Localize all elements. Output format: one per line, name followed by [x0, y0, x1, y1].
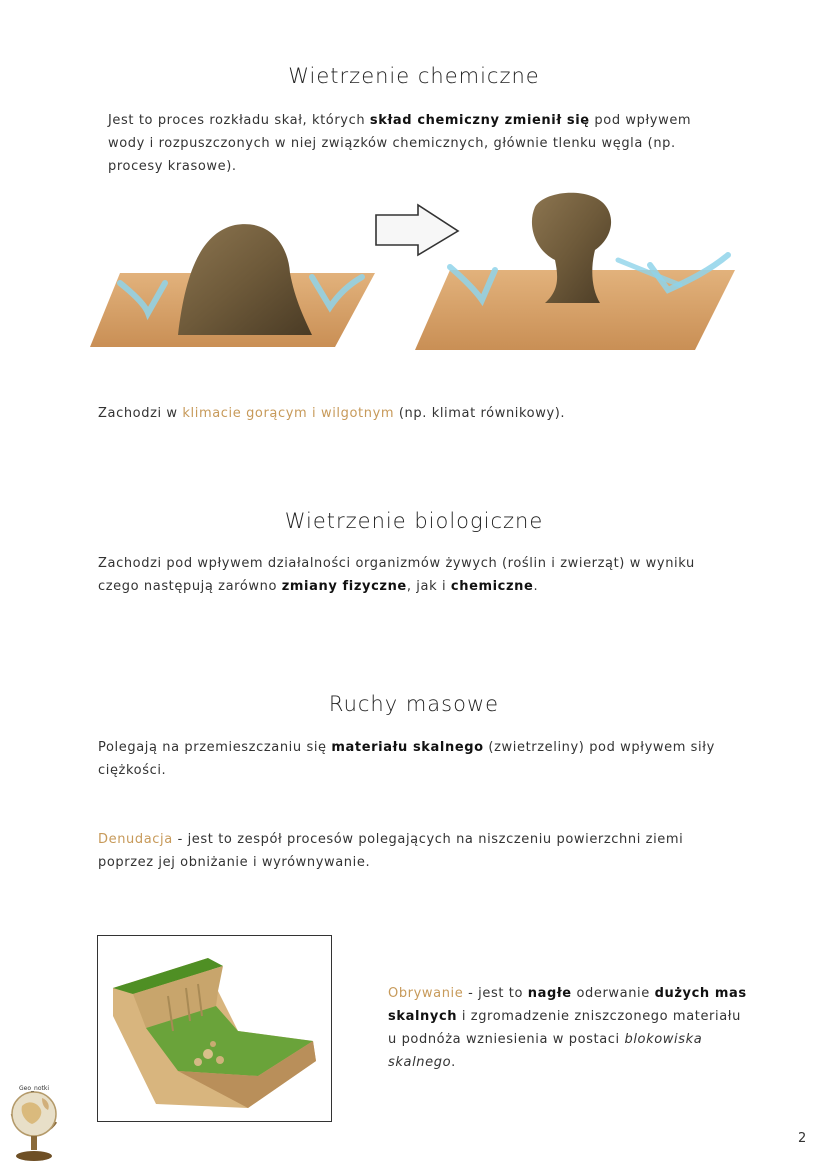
text: .	[451, 1055, 456, 1070]
paragraph-biological-definition	[98, 552, 718, 598]
text: Zachodzi pod wpływem działalności organizmów żywych (roślin i zwierząt) w wyniku czego następują zarówno	[98, 556, 695, 594]
title-biological-weathering: Wietrzenie biologiczne	[284, 509, 544, 533]
accent-text: klimacie gorącym i wilgotnym	[182, 406, 395, 421]
globe-label: Geo_notki	[19, 1085, 49, 1092]
text: Jest to proces rozkładu skał, których	[108, 113, 370, 128]
bold-text: zmiany fizyczne	[281, 579, 407, 594]
paragraph-rockfall	[388, 982, 748, 1074]
bold-text: dużych mas skalnych	[388, 986, 747, 1024]
text: - jest to	[463, 986, 528, 1001]
text: .	[533, 579, 539, 594]
text: pod wpływem wody i rozpuszczonych w niej związków chemicznych, głównie tlenku węgla (np. procesy krasowe).	[108, 113, 692, 174]
bold-text: chemiczne	[450, 579, 534, 594]
boulder	[210, 1041, 216, 1047]
bold-text: nagłe	[527, 986, 572, 1001]
text: - jest to zespół procesów polegających na niszczeniu powierzchni ziemi poprzez jej obniżanie i wyrównywanie.	[98, 832, 684, 870]
text: (zwietrzeliny) pod wpływem siły ciężkości.	[98, 740, 715, 778]
bold-text: materiału skalnego	[331, 740, 484, 755]
boulder	[194, 1058, 202, 1066]
text: Polegają na przemieszczaniu się	[98, 740, 332, 755]
right-arrow-icon	[376, 205, 458, 255]
chemical-weathering-illustration	[90, 185, 740, 355]
rockfall-illustration	[98, 936, 331, 1121]
paragraph-denudation	[98, 828, 718, 874]
paragraph-chemical-definition	[108, 109, 728, 178]
text: Zachodzi w	[98, 406, 183, 421]
text: oderwanie	[571, 986, 655, 1001]
page-number: 2	[798, 1131, 807, 1146]
title-mass-movements: Ruchy masowe	[328, 692, 500, 716]
paragraph-chemical-climate	[98, 402, 748, 425]
boulder	[203, 1049, 213, 1059]
bold-text: skład chemiczny zmienił się	[369, 113, 590, 128]
text: , jak i	[406, 579, 451, 594]
text: i zgromadzenie zniszczonego materiału u podnóża wzniesienia w postaci	[388, 1009, 741, 1047]
globe-logo-icon	[4, 1078, 64, 1166]
boulder	[216, 1056, 224, 1064]
italic-text: blokowiska skalnego	[388, 1032, 703, 1070]
text: (np. klimat równikowy).	[394, 406, 566, 421]
accent-text: Denudacja	[98, 832, 173, 847]
rockfall-illustration-frame	[97, 935, 332, 1122]
accent-text: Obrywanie	[388, 986, 464, 1001]
title-chemical-weathering: Wietrzenie chemiczne	[288, 64, 540, 88]
paragraph-mass-definition	[98, 736, 718, 782]
